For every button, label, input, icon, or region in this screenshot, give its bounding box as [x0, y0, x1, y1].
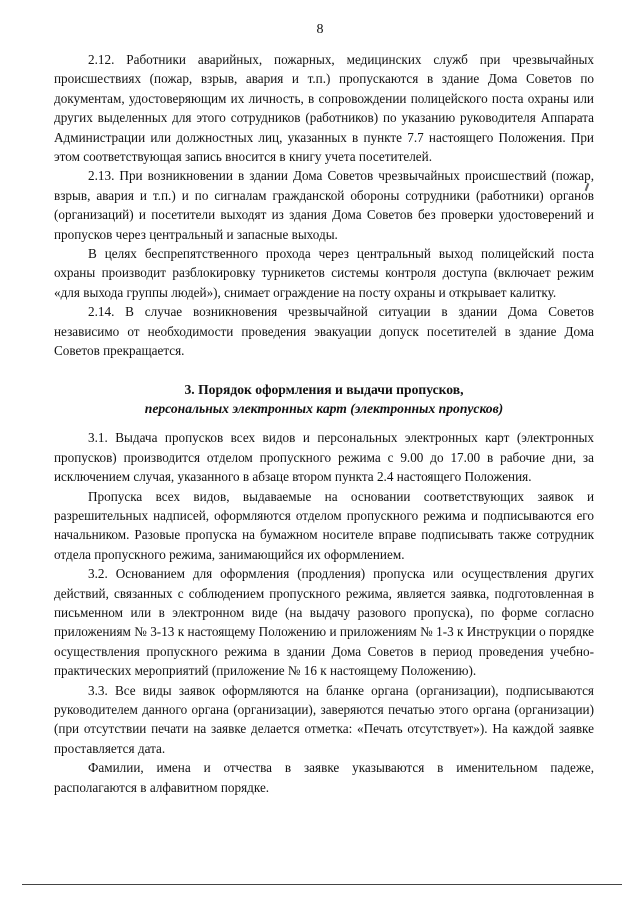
paragraph-3-1-passes: Пропуска всех видов, выдаваемые на основании соответствующих заявок и разрешительных надписей, оформляются отделом пропускного режима и подписываются его начальником. Разовые пропуска на бумажном носителе вправе подписывать также сотрудник отдела пропускного режима, занимающийся их оформлением.	[54, 488, 594, 562]
paragraph-3-3: 3.3. Все виды заявок оформляются на бланке органа (организации), подписываются руководителем данного органа (организации), заверяются печатью этого органа (организации) (при отсутствии печати на заявке делается отметка: «Печать отсутствует»). На каждой заявке проставляется дата.	[54, 682, 594, 756]
paragraph-2-13: 2.13. При возникновении в здании Дома Советов чрезвычайных происшествий (пожар, взрыв, авария и т.п.) и по сигналам гражданской обороны сотрудники (работники) органов (организаций) и посетители выходят из здания Дома Советов без проверки удостоверений и пропусков через центральный и запасные выходы.	[54, 168, 594, 242]
section-title-line2	[54, 399, 594, 418]
paragraph-3-1: 3.1. Выдача пропусков всех видов и персональных электронных карт (электронных пропусков) производится отделом пропускного режима с 9.00 до 17.00 в рабочие дни, за исключением случая, указанного в абзаце втором пункта 2.4 настоящего Положения.	[54, 430, 594, 485]
paragraph-2-12: 2.12. Работники аварийных, пожарных, медицинских служб при чрезвычайных происшествиях (пожар, взрыв, авария и т.п.) пропускаются в здание Дома Советов по документам, удостоверяющим их личность, в сопровождении полицейского поста охраны или других выделенных для этого сотрудников (работников) по указанию руководителя Аппарата Администрации или должностных лиц, указанных в пункте 7.7 настоящего Положения. При этом соответствующая запись вносится в книгу учета посетителей.	[54, 52, 594, 165]
paragraph-2-13-exit: В целях беспрепятственного прохода через центральный выход полицейский поста охраны производит разблокировку турникетов системы контроля доступа (включает режим «для выхода группы людей»), снимает ограждение на посту охраны и открывает калитку.	[54, 246, 594, 300]
page-number: 8	[316, 22, 324, 37]
section-spacer-after-title	[54, 418, 594, 428]
paragraph-3-3-names: Фамилии, имена и отчества в заявке указываются в именительном падеже, располагаются в алфавитном порядке.	[54, 760, 594, 795]
paragraph-3-2: 3.2. Основанием для оформления (продления) пропуска или осуществления других действий, связанных с соблюдением пропускного режима, является заявка, подготовленная в письменном или в электронном виде (на выдачу разового пропуска), по форме согласно приложениям № 3-13 к настоящему Положению и приложениям № 1-3 к Инструкции о порядке осуществления пропускного режима в здании Дома Советов в период проведения учебно-практических мероприятий (приложение № 16 к настоящему Положению).	[54, 566, 594, 679]
paragraph-2-14: 2.14. В случае возникновения чрезвычайной ситуации в здании Дома Советов независимо от необходимости проведения эвакуации допуск посетителей в здание Дома Советов прекращается.	[54, 304, 594, 359]
section-title-line2-text: персональных электронных карт (электронных пропусков)	[144, 400, 504, 416]
bottom-rule-line	[22, 884, 622, 885]
section-spacer	[54, 361, 594, 380]
document-body	[54, 50, 594, 797]
section-title-line1: 3. Порядок оформления и выдачи пропусков,	[184, 381, 464, 397]
